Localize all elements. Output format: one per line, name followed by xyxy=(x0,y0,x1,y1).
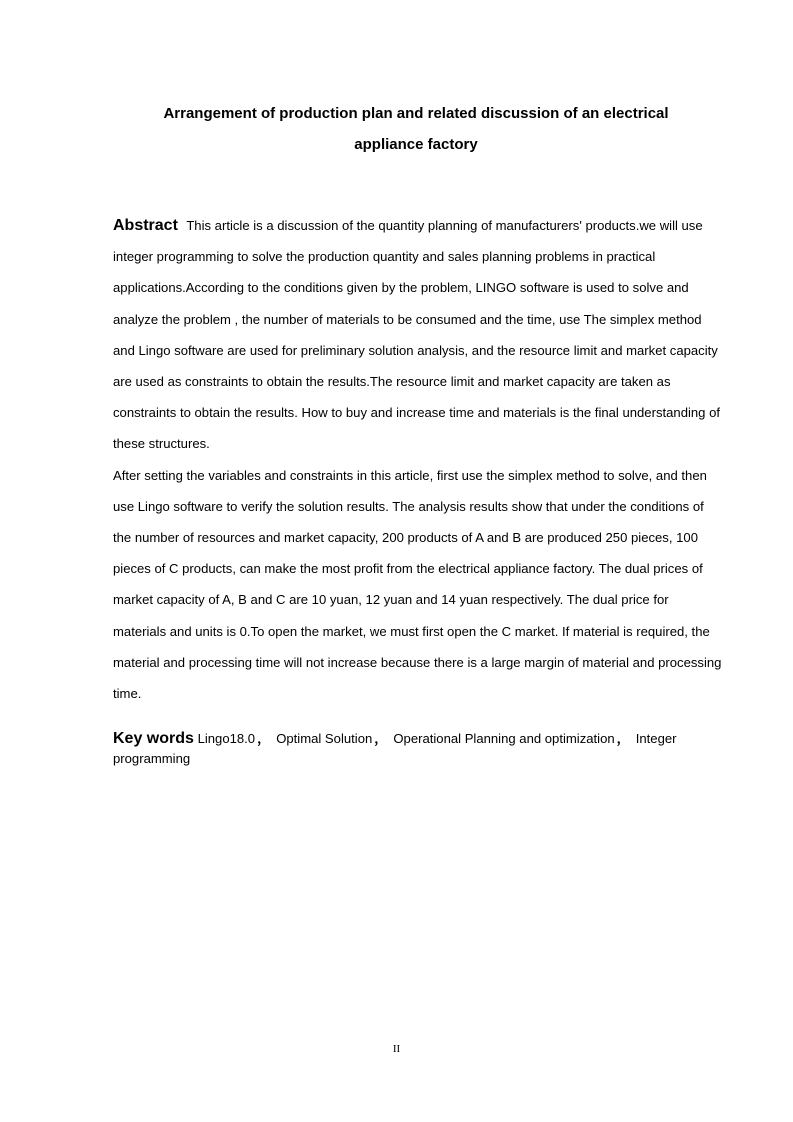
abstract-heading: Abstract xyxy=(113,217,178,234)
keyword-item: Integer programming xyxy=(113,731,677,766)
title-line-2: appliance factory xyxy=(354,136,478,153)
keywords-section xyxy=(113,729,723,769)
keyword-item: Lingo18.0 xyxy=(197,731,256,746)
abstract-paragraph-1: This article is a discussion of the quantity planning of manufacturers' products.we will use integer programming to solve the production quantity and sales planning problems in practical applications.According to the conditions given by the problem, LINGO software is used to solve and analyze the problem , the number of materials to be consumed and the time, use The simplex method and Lingo software are used for preliminary solution analysis, and the resource limit and market capacity are used as constraints to obtain the results.The resource limit and market capacity are taken as constraints to obtain the results. How to buy and increase time and materials is the final understanding of these structures. xyxy=(113,218,721,452)
keyword-item: Operational Planning and optimization xyxy=(393,731,615,746)
keyword-separator: ， xyxy=(257,731,271,746)
document-title xyxy=(113,98,719,160)
keyword-item: Optimal Solution xyxy=(276,731,373,746)
title-line-1: Arrangement of production plan and related discussion of an electrical xyxy=(163,105,669,122)
keyword-separator: ， xyxy=(374,731,388,746)
keywords-heading: Key words xyxy=(113,730,194,747)
abstract-paragraph-2: After setting the variables and constraints in this article, first use the simplex method to solve, and then use Lingo software to verify the solution results. The analysis results show that under the conditions of the number of resources and market capacity, 200 products of A and B are produced 250 pieces, 100 pieces of C products, can make the most profit from the electrical appliance factory. The dual prices of market capacity of A, B and C are 10 yuan, 12 yuan and 14 yuan respectively. The dual price for materials and units is 0.To open the market, we must first open the C market. If material is required, the material and processing time will not increase because there is a large margin of material and processing time. xyxy=(113,467,722,702)
abstract-paragraph-1-container xyxy=(113,210,723,460)
abstract-section xyxy=(113,210,723,709)
page-number: II xyxy=(392,1043,401,1055)
keyword-separator: ， xyxy=(616,731,630,746)
